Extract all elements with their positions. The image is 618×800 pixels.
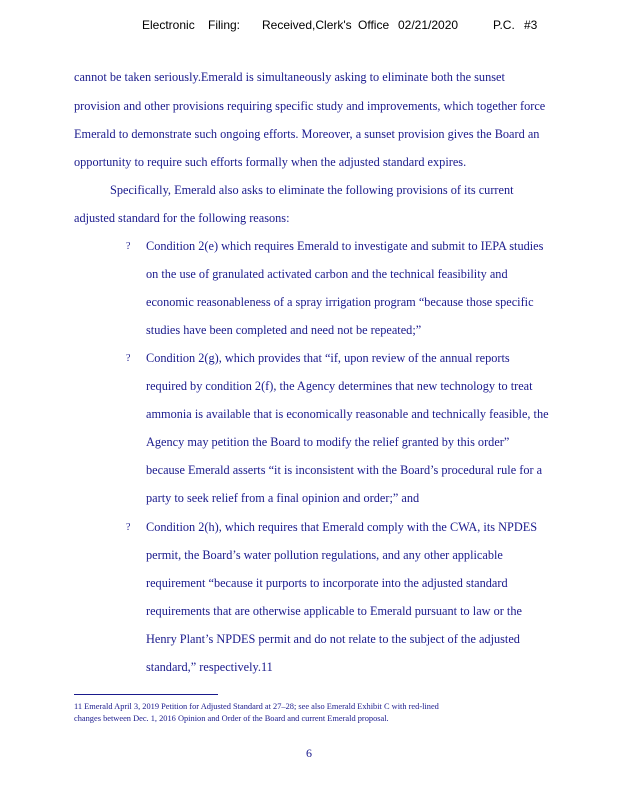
header-electronic: Electronic [142, 18, 195, 32]
footnote-line-1: 11 Emerald April 3, 2019 Petition for Adjusted Standard at 27–28; see also Emerald Exhibit C with red-lined [74, 702, 439, 711]
page-number: 6 [306, 746, 312, 760]
paragraph-1-line-4: opportunity to require such efforts formally when the adjusted standard expires. [74, 155, 467, 169]
filing-header [0, 18, 618, 38]
paragraph-2-line-1: Specifically, Emerald also asks to eliminate the following provisions of its current [110, 183, 514, 197]
bullet-1-line-1: Condition 2(e) which requires Emerald to investigate and submit to IEPA studies [146, 239, 544, 253]
bullet-3-line-1: Condition 2(h), which requires that Emerald comply with the CWA, its NPDES [146, 520, 538, 534]
header-filing: Filing: [208, 18, 241, 32]
header-date: 02/21/2020 [398, 18, 459, 32]
paragraph-1-line-3: Emerald to demonstrate such ongoing efforts. Moreover, a sunset provision gives the Board an [74, 127, 540, 141]
bullet-2-line-1: Condition 2(g), which provides that “if, upon review of the annual reports [146, 351, 510, 365]
bullet-2-line-6: party to seek relief from a final opinion and order;” and [146, 491, 420, 505]
bullet-1-line-3: economic reasonableness of a spray irrigation program “because those specific [146, 295, 534, 309]
paragraph-2-line-2: adjusted standard for the following reasons: [74, 211, 290, 225]
header-received: Received,Clerk's [262, 18, 352, 32]
header-pc-number: #3 [524, 18, 538, 32]
bullet-2-line-4: Agency may petition the Board to modify the relief granted by this order” [146, 435, 510, 449]
bullet-3-line-3: requirement “because it purports to incorporate into the adjusted standard [146, 576, 508, 590]
bullet-marker-3: ? [126, 522, 131, 533]
bullet-3-line-6: standard,” respectively.11 [146, 660, 273, 674]
bullet-marker-1: ? [126, 241, 131, 252]
bullet-2-line-5: because Emerald asserts “it is inconsistent with the Board’s procedural rule for a [146, 463, 543, 477]
header-office: Office [358, 18, 390, 32]
bullet-1-line-2: on the use of granulated activated carbon and the technical feasibility and [146, 267, 508, 281]
paragraph-1-line-2: provision and other provisions requiring specific study and improvements, which together force [74, 99, 546, 113]
bullet-2-line-3: ammonia is available that is economically reasonable and technically feasible, the [146, 407, 549, 421]
bullet-2-line-2: required by condition 2(f), the Agency determines that new technology to treat [146, 379, 533, 393]
footnote-line-2: changes between Dec. 1, 2016 Opinion and Order of the Board and current Emerald proposal. [74, 714, 389, 723]
bullet-3-line-2: permit, the Board’s water pollution regulations, and any other applicable [146, 548, 503, 562]
bullet-marker-2: ? [126, 353, 131, 364]
footnote-separator [74, 694, 218, 695]
header-pc: P.C. [493, 18, 515, 32]
bullet-1-line-4: studies have been completed and need not be repeated;” [146, 323, 422, 337]
bullet-3-line-4: requirements that are otherwise applicable to Emerald pursuant to law or the [146, 604, 522, 618]
bullet-3-line-5: Henry Plant’s NPDES permit and do not relate to the subject of the adjusted [146, 632, 520, 646]
paragraph-1-line-1: cannot be taken seriously.Emerald is simultaneously asking to eliminate both the sunset [74, 70, 505, 84]
